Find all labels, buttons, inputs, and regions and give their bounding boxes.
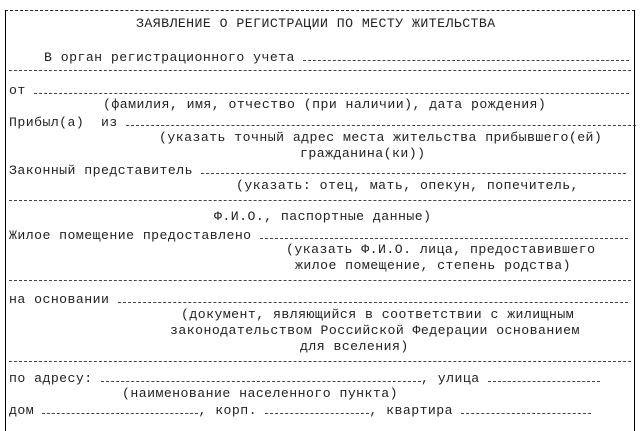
registration-body-label: В орган регистрационного учета xyxy=(44,50,295,65)
legal-rep-row xyxy=(9,162,626,179)
building-field[interactable] xyxy=(265,402,369,414)
address-row xyxy=(9,370,600,387)
registration-body-row xyxy=(44,49,629,66)
arrived-from-field[interactable] xyxy=(126,114,636,126)
apartment-field[interactable] xyxy=(461,402,591,414)
address-caption: (наименование населенного пункта) xyxy=(122,386,399,401)
basis-field-continuation[interactable] xyxy=(9,361,631,362)
legal-rep-field[interactable] xyxy=(201,162,626,174)
house-field[interactable] xyxy=(42,402,198,414)
street-label: , улица xyxy=(421,371,480,386)
street-field[interactable] xyxy=(488,370,600,382)
legal-rep-caption-2: Ф.И.О., паспортные данные) xyxy=(214,209,432,224)
basis-caption-2: законодательством Российской Федерации основанием xyxy=(170,323,580,338)
arrived-caption-1: (указать точный адрес места жительства прибывшего(ей) xyxy=(159,130,603,145)
premises-caption-1: (указать Ф.И.О. лица, предоставившего xyxy=(286,242,596,257)
basis-row xyxy=(9,291,628,308)
house-row xyxy=(9,402,591,419)
premises-label: Жилое помещение предоставлено xyxy=(9,228,252,243)
locality-field[interactable] xyxy=(101,370,421,382)
legal-rep-caption-1: (указать: отец, мать, опекун, попечитель, xyxy=(236,178,579,193)
premises-field-continuation[interactable] xyxy=(9,280,631,281)
premises-provider-field[interactable] xyxy=(260,227,628,239)
legal-rep-field-continuation[interactable] xyxy=(9,200,631,201)
from-label: от xyxy=(9,83,26,98)
arrived-caption-2: гражданина(ки)) xyxy=(300,146,426,161)
arrived-label: Прибыл(а) из xyxy=(9,115,118,130)
basis-caption-3: для вселения) xyxy=(300,339,409,354)
from-caption: (фамилия, имя, отчество (при наличии), дата рождения) xyxy=(103,97,547,112)
basis-caption-1: (документ, являющийся в соответствии с жилищным xyxy=(181,307,575,322)
basis-label: на основании xyxy=(9,292,110,307)
house-label: дом xyxy=(9,403,35,418)
building-label: , корп. xyxy=(198,403,258,418)
form-title: ЗАЯВЛЕНИЕ О РЕГИСТРАЦИИ ПО МЕСТУ ЖИТЕЛЬСТВА xyxy=(136,16,496,31)
apartment-label: , квартира xyxy=(369,403,454,418)
registration-body-field-continuation[interactable] xyxy=(9,70,631,71)
from-field[interactable] xyxy=(34,82,629,94)
arrived-row xyxy=(9,114,636,131)
address-label: по адресу: xyxy=(9,371,93,386)
basis-field[interactable] xyxy=(118,291,628,303)
legal-rep-label: Законный представитель xyxy=(9,163,194,178)
registration-body-field[interactable] xyxy=(303,49,629,61)
premises-caption-2: жилое помещение, степень родства) xyxy=(295,258,572,273)
